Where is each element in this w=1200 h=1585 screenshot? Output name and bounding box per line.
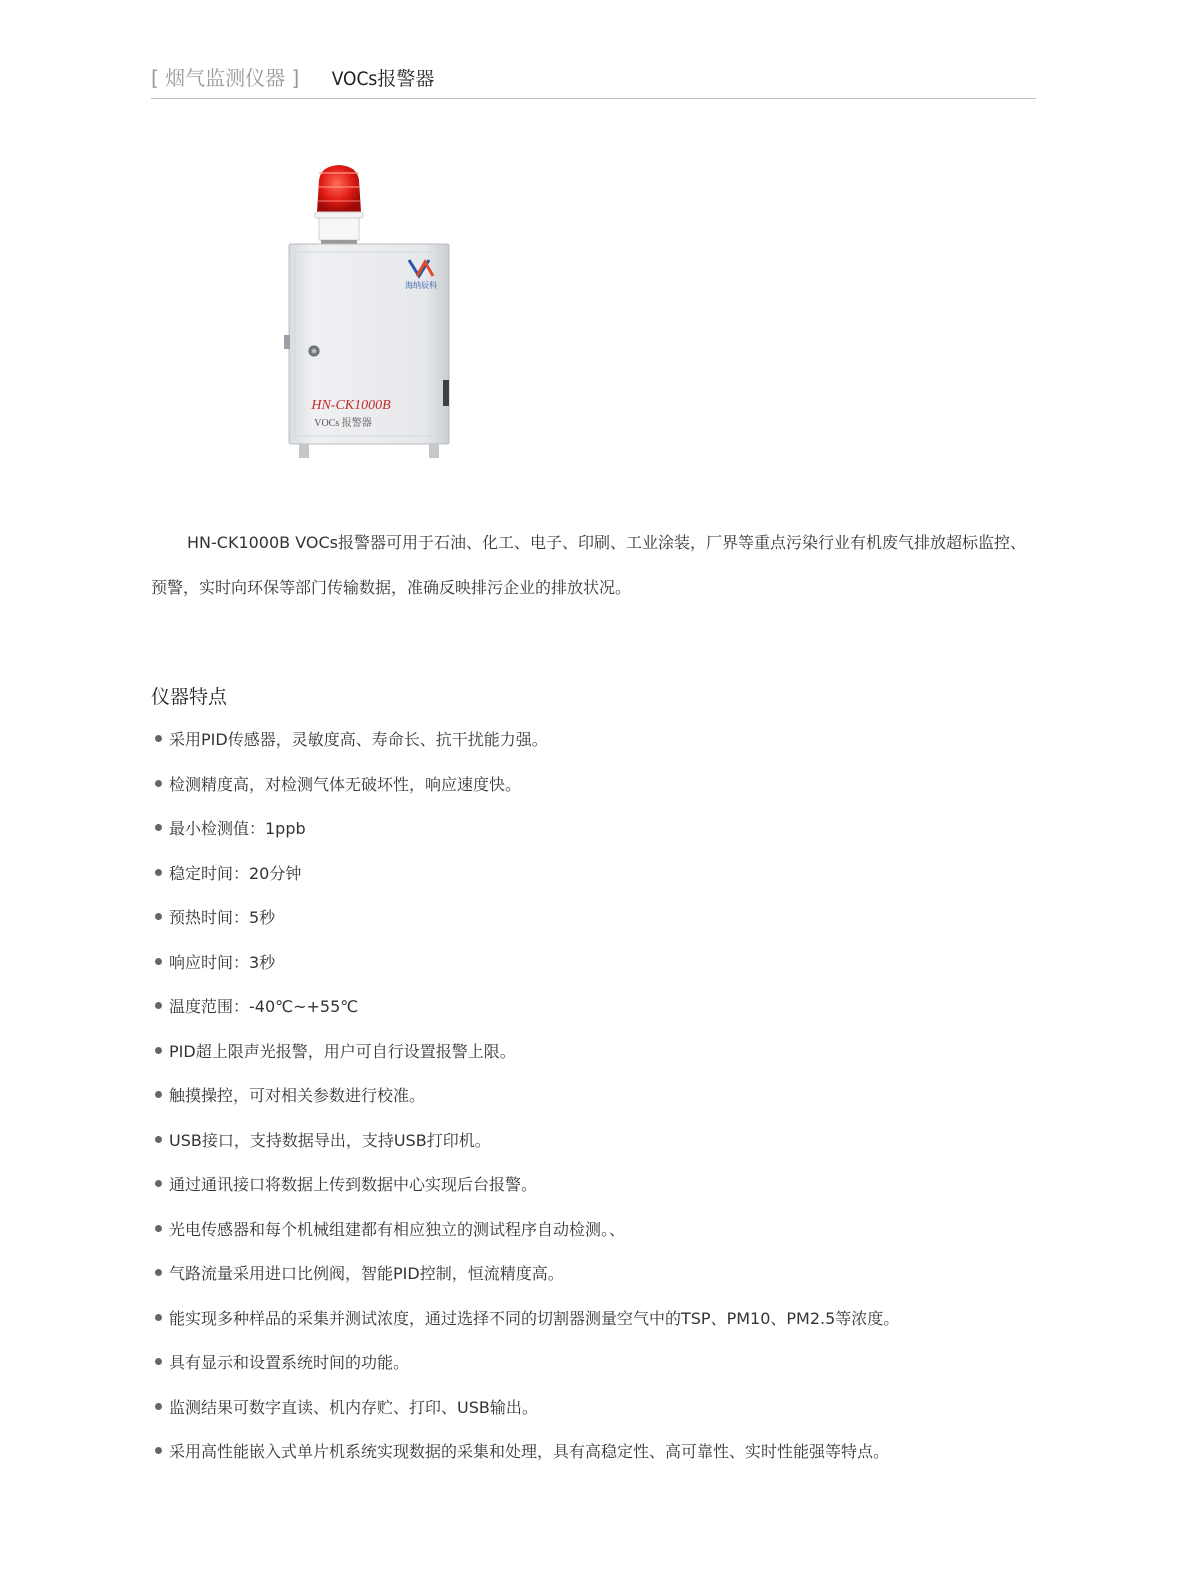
list-item [155,896,1035,941]
list-item [155,1030,1035,1075]
feature-text: 通过通讯接口将数据上传到数据中心实现后台报警。 [169,1175,538,1194]
list-item [155,1252,1035,1297]
brand-logo-text: 海纳辰科 [405,281,437,290]
feature-text: 能实现多种样品的采集并测试浓度，通过选择不同的切割器测量空气中的TSP、PM10、PM2.5等浓度。 [169,1308,900,1328]
product-image [281,160,481,470]
bullet-icon [155,1047,162,1054]
bullet-icon [155,780,162,787]
list-item [155,852,1035,897]
bullet-icon [155,913,162,920]
bullet-icon [155,1314,162,1321]
feature-text: 稳定时间：20分钟 [169,863,302,883]
feature-text: 具有显示和设置系统时间的功能。 [169,1353,410,1372]
feature-text: 光电传感器和每个机械组建都有相应独立的测试程序自动检测。、 [169,1219,626,1239]
bullet-icon [155,1136,162,1143]
list-item [155,941,1035,986]
bullet-icon [155,1447,162,1454]
bullet-icon [155,1358,162,1365]
features-title: 仪器特点 [151,686,228,708]
list-item [155,1386,1035,1431]
breadcrumb-category[interactable]: [ 烟气监测仪器 ] [151,66,300,90]
feature-text: 响应时间：3秒 [169,952,276,972]
bullet-icon [155,958,162,965]
bullet-icon [155,824,162,831]
alarm-lamp [315,165,363,244]
bullet-icon [155,1225,162,1232]
feature-text: USB接口，支持数据导出，支持USB打印机。 [169,1130,491,1150]
bullet-icon [155,869,162,876]
list-item [155,1208,1035,1253]
feature-text: 温度范围：-40℃~+55℃ [169,997,359,1016]
bullet-icon [155,1403,162,1410]
feature-text: 采用高性能嵌入式单片机系统实现数据的采集和处理，具有高稳定性、高可靠性、实时性能强等特点。 [169,1442,890,1461]
list-item [155,718,1035,763]
list-item [155,1119,1035,1164]
list-item [155,763,1035,808]
list-item [155,1341,1035,1386]
feature-text: 最小检测值：1ppb [169,819,306,838]
list-item [155,1430,1035,1475]
device-name-label: VOCs 报警器 [314,418,372,429]
bullet-icon [155,735,162,742]
feature-text: 采用PID传感器，灵敏度高、寿命长、抗干扰能力强。 [169,730,548,749]
intro-paragraph: HN-CK1000B VOCs报警器可用于石油、化工、电子、印刷、工业涂装，厂界等重点污染行业有机废气排放超标监控、预警，实时向环保等部门传输数据，准确反映排污企业的排放状况。 [151,533,1026,597]
list-item [155,1163,1035,1208]
list-item [155,1297,1035,1342]
bullet-icon [155,1091,162,1098]
feature-text: PID超上限声光报警，用户可自行设置报警上限。 [169,1041,516,1061]
feature-text: 触摸操控，可对相关参数进行校准。 [169,1086,426,1105]
list-item [155,1074,1035,1119]
list-item [155,985,1035,1030]
model-label: HN-CK1000B [311,398,391,413]
feature-text: 监测结果可数字直读、机内存贮、打印、USB输出。 [169,1397,538,1417]
breadcrumb [151,62,1036,99]
features-list [155,718,1035,1475]
feature-text: 气路流量采用进口比例阀，智能PID控制，恒流精度高。 [169,1264,564,1283]
bullet-icon [155,1002,162,1009]
bullet-icon [155,1269,162,1276]
feature-text: 预热时间：5秒 [169,908,276,927]
breadcrumb-current: VOCs报警器 [331,68,435,90]
feature-text: 检测精度高，对检测气体无破坏性，响应速度快。 [169,774,522,794]
bullet-icon [155,1180,162,1187]
list-item [155,807,1035,852]
